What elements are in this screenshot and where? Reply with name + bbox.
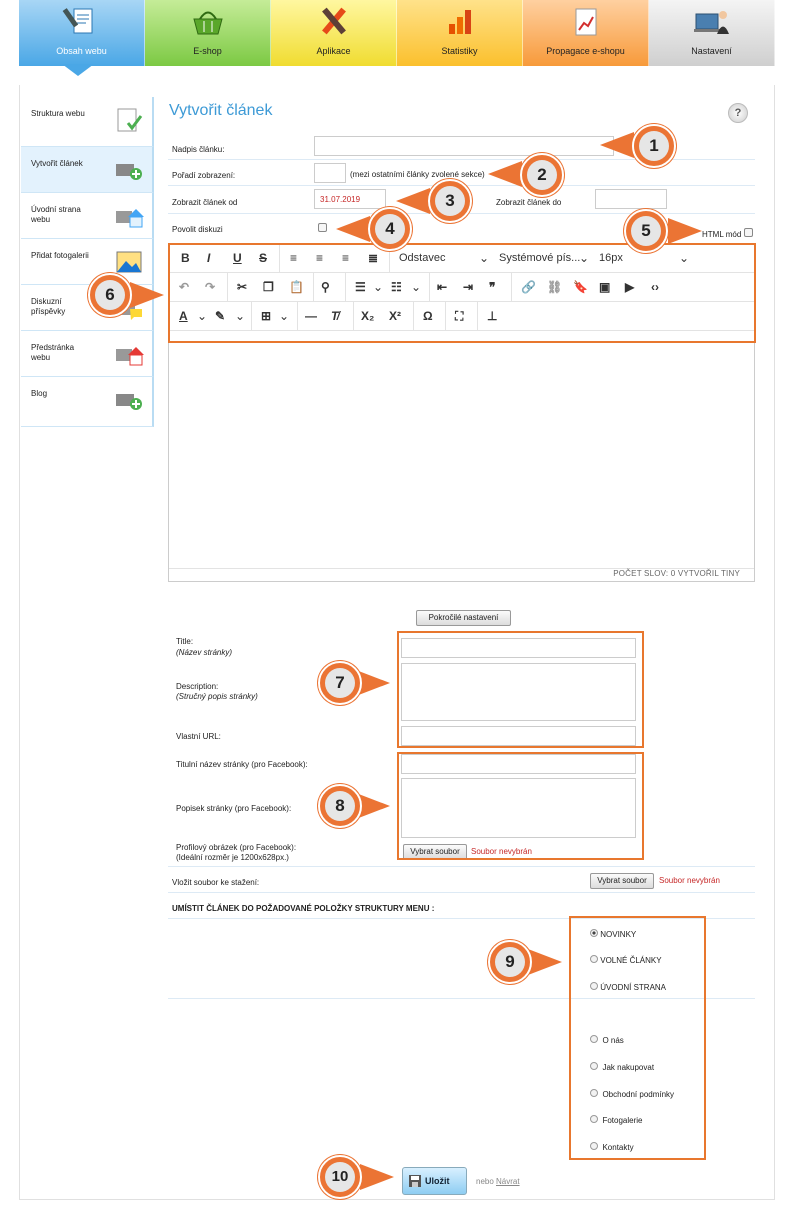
callout-5: 5 [624,209,668,253]
show-from-label: Zobrazit článek od [172,198,238,207]
help-icon[interactable]: ? [728,103,748,123]
table-icon[interactable]: ⊞ [261,309,272,323]
tab-label: E-shop [193,46,222,56]
fb-img-label: Profilový obrázek (pro Facebook): [176,843,297,852]
fb-img-sub: (Ideální rozměr je 1200x628px.) [176,853,289,862]
save-label: Uložit [425,1176,450,1186]
tab-aplikace[interactable] [271,0,397,66]
text-color-icon[interactable]: A [179,309,188,323]
copy-icon[interactable]: ❐ [263,280,274,294]
chevron-down-icon[interactable]: ⌄ [679,251,690,265]
order-label: Pořadí zobrazení: [172,171,236,180]
photo-gallery-icon [114,249,144,275]
search-icon[interactable]: ⚲ [321,280,330,294]
menu-option-label: Fotogalerie [602,1116,643,1125]
tab-label: Aplikace [316,46,351,56]
menu-option-label: Obchodní podmínky [602,1090,675,1099]
show-to-label: Zobrazit článek do [496,198,562,207]
menu-option-label: VOLNÉ ČLÁNKY [600,956,662,965]
media-icon[interactable]: ▶ [625,280,635,294]
fb-img-file-status: Soubor nevybrán [471,847,532,856]
active-tab-arrow [62,64,94,76]
back-link[interactable]: Návrat [496,1177,520,1186]
callout-tail [600,132,634,158]
sidebar-item-label: Struktura webu [31,109,85,118]
download-file-status: Soubor nevybrán [659,876,720,885]
callout-tail [488,161,522,187]
code-icon[interactable]: ‹› [651,280,659,294]
horizontal-rule-icon[interactable]: — [305,309,317,323]
sidebar-item-label: Přidat fotogalerii [31,251,89,260]
fb-img-file-button[interactable]: Vybrat soubor [403,844,467,860]
tab-e-shop[interactable] [145,0,271,66]
tab-statistiky[interactable] [397,0,523,66]
sidebar-item-uvodni-strana[interactable] [21,193,154,239]
seo-title-label: Title: [176,637,194,646]
chevron-down-icon[interactable]: ⌄ [479,251,490,265]
numbered-list-icon[interactable]: ☷ [391,280,402,294]
seo-title-sub: (Název stránky) [176,648,233,657]
indent-icon[interactable]: ⇥ [463,280,474,294]
tab-obsah-webu[interactable] [19,0,145,66]
home-page-icon [114,203,144,229]
home-page-icon [114,341,144,367]
callout-tail [528,949,562,975]
align-left-icon[interactable]: ≡ [290,251,298,265]
chevron-down-icon[interactable]: ⌄ [373,280,384,294]
chevron-down-icon[interactable]: ⌄ [579,251,590,265]
callout-6: 6 [88,273,132,317]
discussion-label: Povolit diskuzi [172,225,223,234]
highlight-color-icon[interactable]: ✎ [215,309,226,323]
page-title: Vytvořit článek [169,102,273,119]
sitemap-check-icon [114,107,144,133]
callout-7: 7 [318,661,362,705]
add-article-icon [114,157,144,183]
cut-icon[interactable]: ✂ [237,280,248,294]
show-to-input[interactable] [595,189,667,209]
link-icon[interactable]: 🔗 [521,280,536,294]
clear-format-icon[interactable]: T̸ [331,309,339,323]
font-select[interactable]: Systémové pís... [499,252,581,264]
editor-content-area[interactable] [169,331,754,564]
or-text: nebo [476,1177,494,1186]
tab-label: Propagace e-shopu [546,46,625,56]
sidebar-item-vytvorit-clanek[interactable] [21,147,154,193]
seo-desc-label: Description: [176,682,219,691]
callout-tail [130,282,164,308]
tab-label: Obsah webu [56,46,107,56]
sidebar-item-pridat-fotogalerii[interactable] [21,239,154,285]
tab-propagace[interactable] [523,0,649,66]
main-nav [19,0,775,66]
italic-button[interactable]: I [207,251,211,265]
person-computer-icon [692,6,732,38]
bold-button[interactable]: B [181,251,190,265]
seo-desc-sub: (Stručný popis stránky) [176,692,258,701]
callout-8: 8 [318,784,362,828]
tools-icon [314,6,354,38]
html-mode-checkbox[interactable] [744,228,753,237]
highlight-seo [397,631,644,748]
callout-2: 2 [520,153,564,197]
insert-icon[interactable]: ⊥ [487,309,498,323]
menu-option-label: ÚVODNÍ STRANA [600,983,667,992]
order-hint: (mezi ostatními články zvolené sekce) [350,170,485,179]
download-label: Vložit soubor ke stažení: [172,878,260,887]
callout-tail [336,216,370,242]
align-justify-icon[interactable]: ≣ [368,251,379,265]
superscript-icon[interactable]: X² [389,309,401,323]
sidebar-item-blog[interactable] [21,377,154,427]
sidebar-item-label: Diskuzní příspěvky [31,297,66,316]
image-icon[interactable]: ▣ [599,280,611,294]
sidebar-item-label: Předstránka webu [31,343,75,362]
sidebar-item-predstranka[interactable] [21,331,154,377]
blockquote-icon[interactable]: ❞ [489,280,496,294]
callout-1: 1 [632,124,676,168]
sidebar-item-struktura[interactable] [21,97,154,147]
align-center-icon[interactable]: ≡ [316,251,324,265]
chevron-down-icon[interactable]: ⌄ [235,309,246,323]
heading-label: Nadpis článku: [172,145,225,154]
url-label: Vlastní URL: [176,732,221,741]
sidebar-item-label: Vytvořit článek [31,159,83,168]
document-pencil-icon [62,6,102,38]
subscript-icon[interactable]: X₂ [361,309,375,323]
highlight-menu [569,916,706,1160]
fb-title-label: Titulní název stránky (pro Facebook): [176,760,308,769]
menu-option-label: Jak nakupovat [602,1063,655,1072]
editor-status-bar: POČET SLOV: 0 VYTVOŘIL TINY [613,569,740,578]
sidebar [21,97,154,427]
callout-4: 4 [368,207,412,251]
unlink-icon[interactable]: ⛓ [547,280,563,294]
advanced-toggle-label: Pokročilé nastavení [428,613,499,622]
bar-chart-icon [440,6,480,38]
menu-option-label: Kontakty [602,1143,634,1152]
outdent-icon[interactable]: ⇤ [437,280,448,294]
special-char-icon[interactable]: Ω [423,309,433,323]
highlight-facebook [397,752,644,860]
discussion-checkbox[interactable] [318,223,327,232]
chevron-down-icon[interactable]: ⌄ [197,309,208,323]
callout-tail [668,218,702,244]
strikethrough-button[interactable]: S [259,251,268,265]
basket-icon [188,6,228,38]
sidebar-item-label: Úvodní strana webu [31,205,81,224]
paste-icon[interactable]: 📋 [289,280,304,294]
bookmark-icon[interactable]: 🔖 [573,280,588,294]
show-from-input[interactable]: 31.07.2019 [314,189,386,209]
undo-icon[interactable]: ↶ [179,280,190,294]
menu-option-label: O nás [602,1036,624,1045]
fullscreen-icon[interactable]: ⛶ [455,309,464,323]
redo-icon[interactable]: ↷ [205,280,216,294]
callout-3: 3 [428,179,472,223]
sidebar-item-label: Blog [31,389,48,398]
underline-button[interactable]: U [233,251,242,265]
callout-9: 9 [488,940,532,984]
chevron-down-icon[interactable]: ⌄ [411,280,422,294]
chart-document-icon [566,6,606,38]
download-file-button[interactable]: Vybrat soubor [590,873,654,889]
size-select[interactable]: 16px [599,252,623,264]
order-input[interactable] [314,163,346,183]
advanced-settings-button[interactable] [416,610,511,626]
add-blog-icon [114,387,144,413]
html-mode-label: HTML mód [702,230,742,239]
save-button[interactable] [402,1167,467,1195]
format-select[interactable]: Odstavec [399,252,446,264]
callout-10: 10 [318,1155,362,1199]
menu-heading: UMÍSTIT ČLÁNEK DO POŽADOVANÉ POLOŽKY STRUKTURY MENU : [172,904,435,913]
floppy-disk-icon [409,1175,421,1187]
tab-nastaveni[interactable] [649,0,775,66]
callout-tail [360,1164,394,1190]
highlight-toolbar [168,243,756,343]
chevron-down-icon[interactable]: ⌄ [279,309,290,323]
row-download [168,866,755,893]
heading-input[interactable] [314,136,614,156]
fb-desc-label: Popisek stránky (pro Facebook): [176,804,292,813]
tab-label: Statistiky [441,46,478,56]
align-right-icon[interactable]: ≡ [342,251,350,265]
tab-label: Nastavení [691,46,732,56]
bullet-list-icon[interactable]: ☰ [355,280,366,294]
menu-option-label: NOVINKY [600,930,637,939]
